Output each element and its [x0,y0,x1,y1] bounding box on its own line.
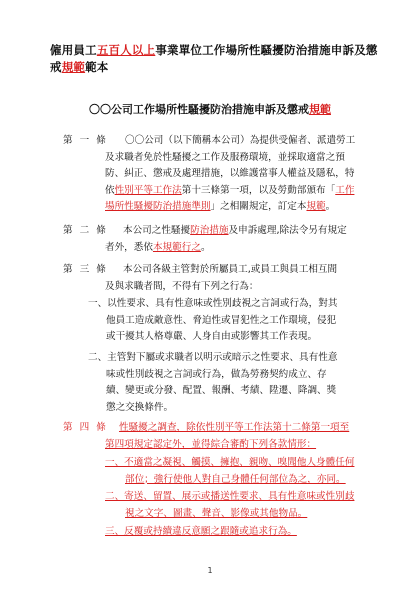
title-highlight-rule: 規範 [61,60,86,74]
article-2-label: 第 二 條 [63,225,108,236]
item-line: 味或性別歧視之言詞或行為，做為勞務契約成立、存 [106,368,327,380]
law-name-highlight: 性別平等工作法 [114,184,182,196]
item-line: 續、變更或分發、配置、報酬、考績、陞遷、降調、獎 [106,385,337,397]
item-line: 三、反覆或持續違反意願之跟隨或追求行為。 [105,526,297,537]
title-highlight-500: 五百人以上 [96,43,156,57]
article-4-item-1 [105,455,354,488]
item-line: 二、寄送、留置、展示或播送性要求、具有性意味或性別歧 [105,491,355,502]
item-line: 一、以性要求、具有性意味或性別歧視之言詞或行為，對其 [88,298,338,309]
article-1-line-4: 依性別平等工作法第十三條第一項，以及勞動部頒布「工作 [105,184,355,196]
article-4-line: 性騷擾之調查，除依性別平等工作法第十二條第一項至 [119,422,350,433]
article-2-line-1: 本公司之性騷擾防治措施及申訴處理,除法令另有規定 [123,225,347,236]
article-3-line: 本公司各級主管對於所屬員工,或員工與員工相互間 [123,264,338,275]
item-line: 二、主管對下屬或求職者以明示或暗示之性要求、具有性意 [88,352,338,363]
regulation-title-highlight: 規範 [309,103,331,116]
regulation-title [0,102,420,118]
item-line: 部位；強行使他人對自己身體任何部位為之，亦同。 [125,473,346,485]
article-3-label: 第 三 條 [63,264,108,275]
item-line: 懲之交換條件。 [106,401,174,413]
article-2-line-2: 者外，悉依本規範行之。 [105,241,211,253]
article-4 [63,420,383,456]
item-line: 他員工造成敵意性、脅迫性或冒犯性之工作環境，侵犯 [106,314,337,326]
article-1 [63,133,383,223]
article-4-line: 第四項規定認定外，並得綜合審酌下列各款情形： [105,438,317,450]
item-line: 視之文字、圖畫、聲音、影像或其他物品。 [125,507,308,519]
article-3-item-1 [88,296,337,346]
article-1-line: 〇〇公司（以下簡稱本公司）為提供受僱者、派遣勞工 [125,135,356,146]
title-text: 僱用員工 [50,43,97,57]
article-1-line: 防、糾正、懲戒及處理措施，以維護當事人權益及隱私，特 [105,168,355,180]
article-3 [63,262,383,298]
article-1-line-5: 場所性騷擾防治措施準則」之相關規定，訂定本規範。 [105,201,336,213]
item-line: 或干擾其人格尊嚴、人身自由或影響其工作表現。 [106,331,318,343]
regulation-word-highlight: 規範 [306,201,326,213]
article-1-line: 及求職者免於性騷擾之工作及服務環境，並採取適當之預 [105,151,345,163]
article-1-label: 第 一 條 [63,135,108,146]
title-text-end: 範本 [85,60,109,74]
article-4-item-2 [105,489,354,522]
document-title [50,42,378,76]
rule-name-highlight-cont: 場所性騷擾防治措施準則 [105,201,211,213]
title-text-main: 事業單位工作場所性騷擾防治措施申訴及懲戒 [50,43,378,74]
article-4-item-3 [105,524,297,541]
measures-highlight: 防治措施 [190,225,229,236]
item-line: 一、不適當之凝視、觸摸、擁抱、親吻、嗅聞他人身體任何 [105,457,355,468]
article-2 [63,223,383,259]
article-4-label: 第 四 條 [63,422,108,433]
rule-name-highlight: 工作 [335,184,355,196]
article-3-item-2 [88,350,337,416]
regulation-title-text: 〇〇公司工作場所性騷擾防治措施申訴及懲戒 [89,103,309,116]
regulation-apply-highlight: 本規範行之 [152,241,201,253]
article-3-line: 及與求職者間，不得有下列之行為： [105,280,259,292]
page-number: 1 [207,566,213,575]
